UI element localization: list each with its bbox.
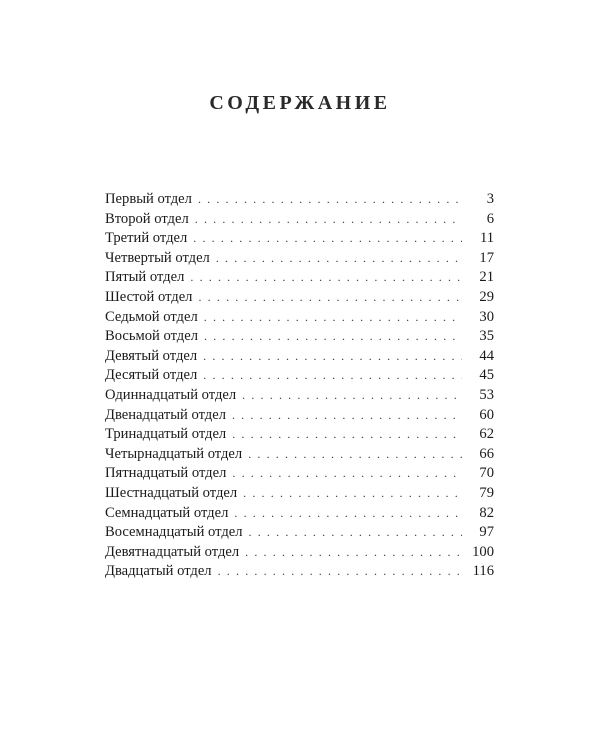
page-title: СОДЕРЖАНИЕ	[209, 92, 391, 114]
toc-entry-page: 30	[479, 308, 494, 325]
dot-leader	[245, 543, 462, 563]
toc-entry-label: Первый отдел	[105, 191, 192, 207]
dot-leader	[234, 504, 462, 524]
toc-entry-label: Четвертый отдел	[105, 249, 210, 266]
toc-entry-label: Семнадцатый отдел	[105, 504, 229, 521]
toc-entry-page: 35	[479, 328, 494, 345]
toc-entry	[105, 366, 494, 386]
toc-entry-page: 11	[479, 230, 494, 247]
toc-entry-page: 62	[479, 426, 494, 443]
toc-entry-label: Пятый отдел	[105, 269, 185, 286]
dot-leader	[204, 327, 462, 347]
dot-leader	[195, 210, 462, 230]
toc-entry-label: Двенадцатый отдел	[105, 406, 226, 423]
toc-entry	[105, 386, 494, 406]
dot-leader	[203, 347, 462, 367]
toc-entry-label: Третий отдел	[105, 230, 188, 247]
toc-entry-page: 44	[479, 347, 494, 364]
toc-entry	[105, 229, 494, 249]
toc-entry-page: 70	[479, 465, 494, 482]
toc-entry	[105, 425, 494, 445]
toc-entry-label: Седьмой отдел	[105, 308, 198, 325]
dot-leader	[198, 190, 462, 210]
toc-entry	[105, 406, 494, 426]
toc-entry-label: Восьмой отдел	[105, 328, 198, 345]
toc-entry-page: 82	[479, 504, 494, 521]
toc-entry	[105, 210, 494, 230]
toc-entry-label: Восемнадцатый отдел	[105, 524, 243, 541]
toc-entry-page: 116	[472, 563, 494, 580]
toc-entry	[105, 504, 494, 524]
dot-leader	[232, 406, 462, 426]
dot-leader	[248, 445, 462, 465]
dot-leader	[232, 464, 462, 484]
toc-entry-label: Девятнадцатый отдел	[105, 543, 240, 560]
toc-entry-label: Шестой отдел	[105, 288, 193, 305]
dot-leader	[204, 308, 462, 328]
dot-leader	[249, 523, 462, 543]
toc-entry-page: 6	[486, 210, 494, 227]
toc-entry	[105, 327, 494, 347]
toc-entry-label: Одиннадцатый отдел	[105, 386, 237, 403]
dot-leader	[232, 425, 462, 445]
toc-entry	[105, 347, 494, 367]
toc-entry	[105, 523, 494, 543]
dot-leader	[203, 366, 462, 386]
toc-entry-page: 97	[479, 524, 494, 541]
toc-entry	[105, 249, 494, 269]
toc-entry	[105, 445, 494, 465]
toc-entry-page: 3	[486, 191, 494, 207]
toc-entry-label: Шестнадцатый отдел	[105, 484, 238, 501]
toc-entry	[105, 288, 494, 308]
dot-leader	[198, 288, 462, 308]
dot-leader	[190, 268, 462, 288]
toc-entry-page: 17	[479, 249, 494, 266]
toc-entry-page: 60	[479, 406, 494, 423]
toc-entry-page: 45	[479, 367, 494, 384]
toc-entry	[105, 543, 494, 563]
toc-entry	[105, 484, 494, 504]
toc-entry-label: Двадцатый отдел	[105, 563, 212, 580]
toc-entry	[105, 268, 494, 288]
toc-entry-page: 79	[479, 484, 494, 501]
toc-entry-page: 100	[472, 543, 494, 560]
toc-entry	[105, 308, 494, 328]
toc-entry-label: Тринадцатый отдел	[105, 426, 227, 443]
dot-leader	[218, 562, 462, 582]
toc-entry-page: 53	[479, 386, 494, 403]
toc-entry	[105, 464, 494, 484]
toc-entry-label: Пятнадцатый отдел	[105, 465, 227, 482]
toc-entry-label: Десятый отдел	[105, 367, 198, 384]
toc-entry-page: 21	[479, 269, 494, 286]
toc-entry-page: 29	[479, 288, 494, 305]
dot-leader	[216, 249, 462, 269]
toc-entry	[105, 190, 494, 210]
dot-leader	[242, 386, 462, 406]
toc-entry	[105, 562, 494, 582]
toc-entry-label: Девятый отдел	[105, 347, 198, 364]
table-of-contents	[105, 190, 494, 582]
toc-entry-page: 66	[479, 445, 494, 462]
dot-leader	[193, 229, 462, 249]
dot-leader	[243, 484, 462, 504]
toc-entry-label: Второй отдел	[105, 210, 189, 227]
toc-entry-label: Четырнадцатый отдел	[105, 445, 243, 462]
